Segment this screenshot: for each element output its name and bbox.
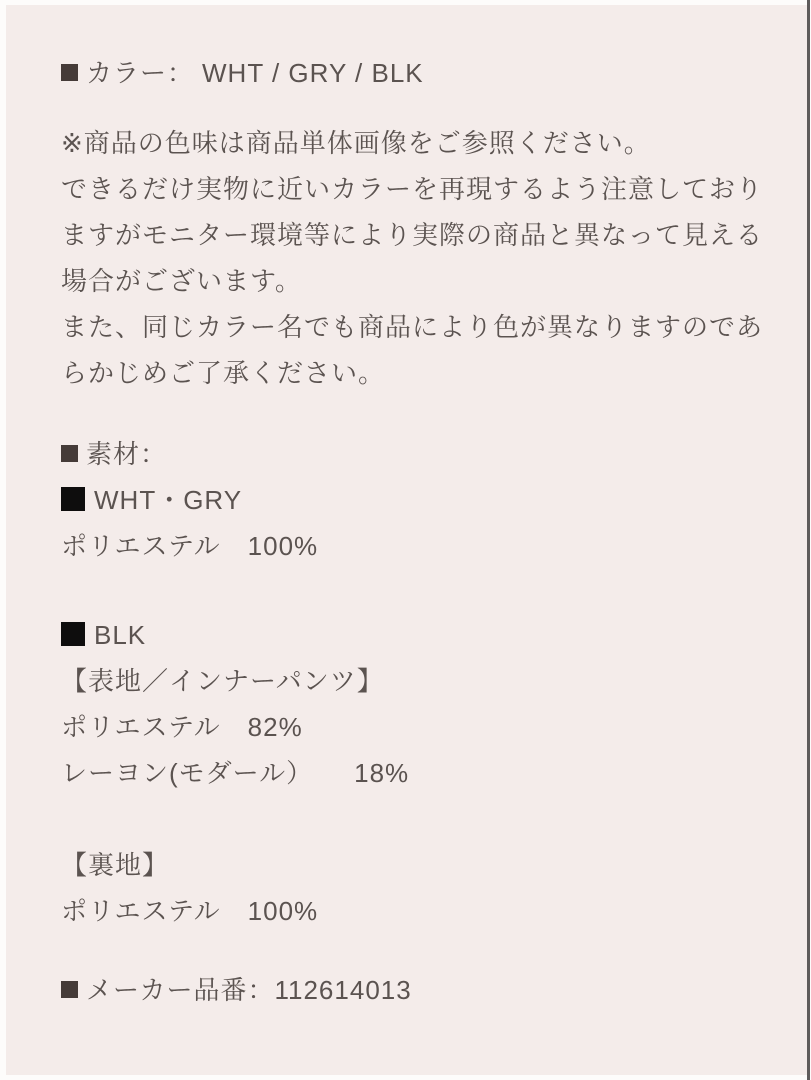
color-heading <box>61 50 779 96</box>
material-block-blk <box>61 612 779 796</box>
maker-number-value: 112614013 <box>274 975 412 1005</box>
material-section-title: 【表地／インナーパンツ】 <box>61 666 384 696</box>
square-bullet-icon <box>61 981 78 998</box>
maker-number-block <box>61 967 779 1013</box>
color-note <box>61 120 779 396</box>
black-square-icon <box>61 487 85 511</box>
material-heading <box>61 431 779 477</box>
right-edge-line <box>807 0 810 1080</box>
material-group-name-label: BLK <box>94 620 147 650</box>
material-block-lining <box>61 842 779 934</box>
material-group-name-label: WHT・GRY <box>94 485 243 515</box>
material-composition: ポリエステル 100% <box>61 896 319 926</box>
square-bullet-icon <box>61 64 78 81</box>
color-note-line: できるだけ実物に近いカラーを再現するよう注意しており <box>61 174 764 204</box>
maker-number-label: メーカー品番： <box>86 975 275 1005</box>
color-note-line: 場合がございます。 <box>61 266 302 296</box>
product-description-panel <box>6 5 807 1075</box>
product-description-content <box>6 5 807 1013</box>
material-heading-label: 素材： <box>86 439 168 469</box>
material-composition: レーヨン(モダール） 18% <box>61 758 410 788</box>
color-heading-value: WHT / GRY / BLK <box>202 58 424 88</box>
color-note-line: また、同じカラー名でも商品により色が異なりますのであ <box>61 312 764 342</box>
material-composition: ポリエステル 82% <box>61 712 303 742</box>
material-block-wht-gry <box>61 431 779 569</box>
color-note-line: ますがモニター環境等により実際の商品と異なって見える <box>61 220 764 250</box>
black-square-icon <box>61 622 85 646</box>
material-group-name <box>61 612 779 658</box>
color-heading-label: カラー： <box>86 58 195 88</box>
color-note-line: らかじめご了承ください。 <box>61 358 386 388</box>
square-bullet-icon <box>61 445 78 462</box>
maker-number-line <box>61 967 779 1013</box>
material-composition: ポリエステル 100% <box>61 531 319 561</box>
material-section-title: 【裏地】 <box>61 850 170 880</box>
color-note-line: ※商品の色味は商品単体画像をご参照ください。 <box>61 128 651 158</box>
material-group-name <box>61 477 779 523</box>
